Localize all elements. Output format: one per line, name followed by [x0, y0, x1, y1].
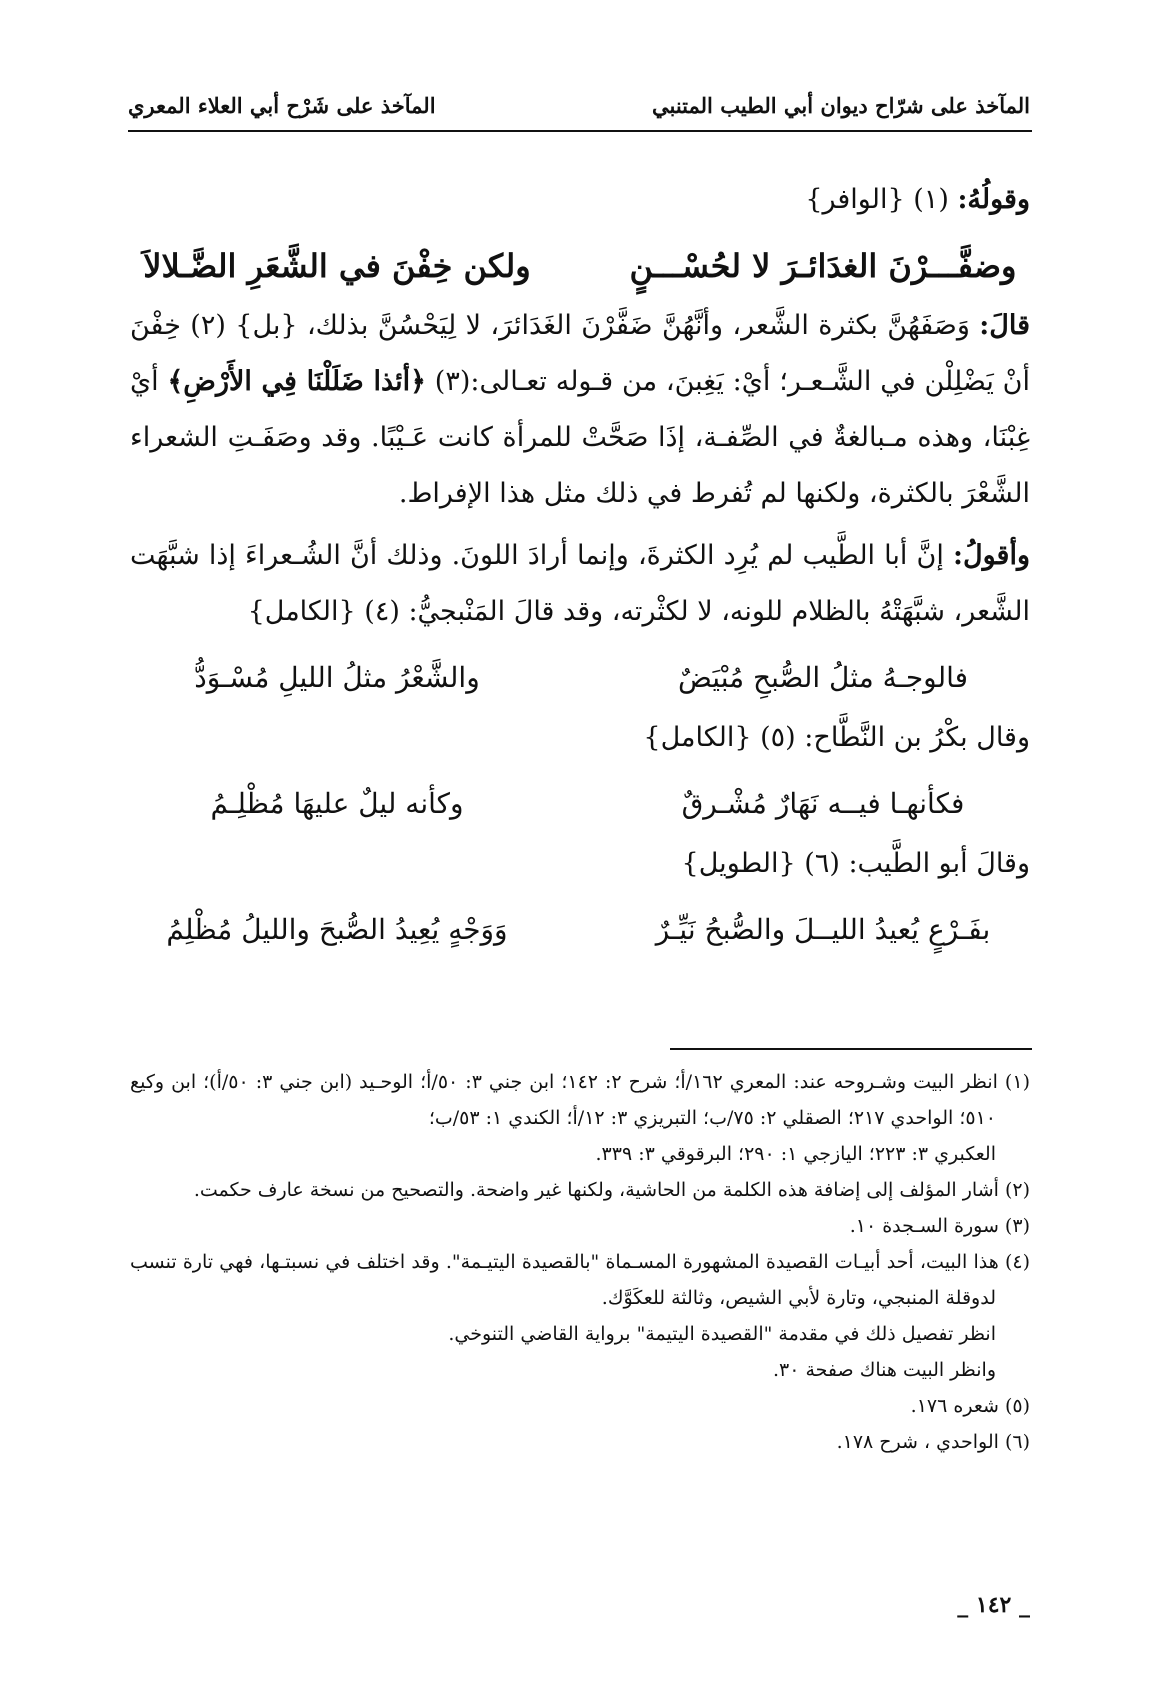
verse-intro-1	[130, 172, 1030, 228]
footnote-5: (٥) شعره ١٧٦.	[910, 1395, 1030, 1417]
page-number: _ ١٤٢ _	[957, 1592, 1030, 1618]
verse-hemistich-second: والشَّعْرُ مثلُ الليلِ مُسْـوَدُّ	[194, 661, 480, 694]
paragraph-label: قالَ:	[979, 310, 1030, 341]
footnote-rule	[670, 1048, 1032, 1050]
paragraph-text-part2: أيْ غِبْنَا، وهذه مـبالغةٌ في الصِّفـة، إذَا صَحَّتْ للمرأة كانت عَـيْبًا. وقد وصَفَـتِ الشعراء الشَّعْرَ بالكثرة، ولكنها لم تُفرط في ذلك مثل هذا الإفراط.	[130, 366, 1030, 509]
verse-line-4	[130, 898, 1030, 962]
paragraph-text-part1: وَصَفَهُنَّ بكثرة الشَّعر، وأنَّهُنَّ ضَفَّرْنَ الغَدَائرَ، لا لِيَحْسُنَّ بذلك، {بل} (٢) خِفْنَ أنْ يَضْلِلْن في الشَّـعـر؛ أيْ: يَغِبنَ، من قـوله تعـالى:(٣)	[130, 310, 1030, 397]
header-rule	[128, 130, 1032, 132]
paragraph-label: وأقولُ:	[953, 540, 1030, 571]
paragraph-commentary	[130, 298, 1030, 522]
verse-hemistich-second: وَوَجْهٍ يُعِيدُ الصُّبحَ والليلُ مُظْلِمُ	[166, 913, 508, 946]
paragraph-text: إنَّ أبا الطَّيب لم يُرِد الكثرةَ، وإنما أرادَ اللونَ. وذلك أنَّ الشُـعراءَ إذا شبَّهَت الشَّعر، شبَّهَتْهُ بالظلام للونه، لا لكثْرته، وقد قالَ المَنْبجيُّ: (٤) {الكامل}	[130, 540, 1030, 627]
verse-hemistich-second: ولكن خِفْنَ في الشَّعَرِ الضَّـلالاَ	[143, 247, 531, 285]
footnote-1: (١) انظر البيت وشـروحه عند: المعري ١٦٢/أ؛ شرح ٢: ١٤٢؛ ابن جني ٣: ٥٠/أ؛ الوحـيد (ابن جني ٣: ٥٠/أ)؛ ابن وكيع ٥١٠؛ الواحدي ٢١٧؛ الصقلي ٢: ٧٥/ب؛ التبريزي ٣: ١٢/أ؛ الكندي ١: ٥٣/ب؛	[130, 1071, 1030, 1129]
footnotes	[130, 1064, 1030, 1460]
footnote-6: (٦) الواحدي ، شرح ١٧٨.	[836, 1431, 1030, 1453]
verse-hemistich-first: فكأنهـا فيــه نَهَارٌ مُشْـرقٌ	[681, 787, 965, 820]
verse-intro-4: وقالَ أبو الطَّيب: (٦) {الطويل}	[681, 848, 1030, 879]
header-chapter-title: المآخذ على شَرْح أبي العلاء المعري	[128, 93, 436, 118]
footnote-3: (٣) سورة السـجدة ١٠.	[849, 1215, 1030, 1237]
running-header	[128, 78, 1030, 118]
footnote-4: (٤) هذا البيت، أحد أبيـات القصيدة المشهورة المسـماة "بالقصيدة اليتيـمة". وقد اختلف في نسبتـها، فهي تارة تنسب لدوقلة المنبجي، وتارة لأبي الشيص، وثالثة للعكَوَّك.	[130, 1251, 1030, 1309]
verse-hemistich-first: فالوجـهُ مثلُ الصُّبحِ مُبْيَضٌ	[677, 661, 969, 694]
quran-quote: ﴿أئذا ضَلَلْنَا فِي الأَرْضِ﴾	[167, 366, 426, 397]
verse-hemistich-first: وضفَّـــرْنَ الغدَائـرَ لا لحُسْـــنٍ	[629, 247, 1017, 285]
verse-line-1	[130, 234, 1030, 298]
intro-label: وقولُهُ:	[957, 184, 1030, 215]
header-book-title: المآخذ على شرّاح ديوان أبي الطيب المتنبي	[652, 93, 1030, 118]
footnote-2: (٢) أشار المؤلف إلى إضافة هذه الكلمة من الحاشية، ولكنها غير واضحة. والتصحيح من نسخة عارف حكمت.	[193, 1179, 1030, 1201]
verse-intro-3: وقال بكْرُ بن النَّطَّاح: (٥) {الكامل}	[643, 722, 1030, 753]
verse-line-3	[130, 772, 1030, 836]
footnote-4-detail: انظر تفصيل ذلك في مقدمة "القصيدة اليتيمة" برواية القاضي التنوخي.	[448, 1323, 996, 1345]
intro-meter: (١) {الوافر}	[805, 184, 958, 215]
verse-hemistich-second: وكأنه ليلٌ عليهَا مُظْلِـمُ	[210, 787, 464, 820]
verse-hemistich-first: بفَـرْعٍ يُعيدُ الليــلَ والصُّبحُ نَيِّـرٌ	[655, 913, 991, 946]
main-text	[130, 172, 1030, 962]
verse-line-2	[130, 646, 1030, 710]
footnote-1-continued: العكبري ٣: ٢٢٣؛ اليازجي ١: ٢٩٠؛ البرقوقي ٣: ٣٣٩.	[595, 1143, 996, 1165]
footnote-4-page-ref: وانظر البيت هناك صفحة ٣٠.	[772, 1359, 996, 1381]
paragraph-response	[130, 528, 1030, 640]
